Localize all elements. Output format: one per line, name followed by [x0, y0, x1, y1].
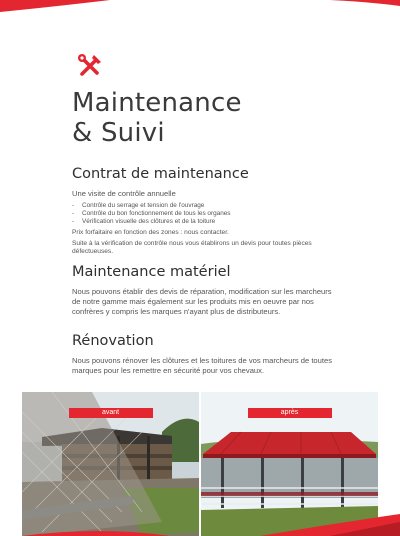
- list-item: - Contrôle du bon fonctionnement de tous les organes: [72, 210, 342, 218]
- section-materiel: [72, 263, 342, 317]
- page-title: [72, 88, 372, 148]
- before-label: avant: [69, 408, 153, 418]
- contrat-price-note: Prix forfaitaire en fonction des zones : nous contacter.: [72, 229, 229, 237]
- contrat-followup: Suite à la vérification de contrôle nous vous établirons un devis pour toutes pièces défectueuses.: [72, 239, 312, 256]
- before-after-photos: [22, 392, 378, 536]
- renovation-heading: Rénovation: [72, 333, 154, 349]
- top-accent-stripe: [0, 0, 400, 14]
- tools-icon: [76, 52, 104, 80]
- title-line-1: Maintenance: [72, 88, 242, 118]
- photo-before: [22, 392, 199, 536]
- after-label: après: [248, 408, 332, 418]
- section-contrat: [72, 165, 342, 259]
- contrat-heading: Contrat de maintenance: [72, 166, 249, 182]
- renovation-body: Nous pouvons rénover les clôtures et les toitures de vos marcheurs de toutes marques pour les remettre en sécurité pour vos chevaux.: [72, 356, 333, 375]
- materiel-body: Nous pouvons établir des devis de réparation, modification sur les marcheurs de notre gamme mais également sur les produits mis en oeuvre par nos confrères y compris les marques n'ayant plus de distributeurs.: [72, 287, 332, 316]
- title-line-2: & Suivi: [72, 118, 165, 148]
- section-renovation: [72, 332, 342, 376]
- list-item: - Vérification visuelle des clôtures et de la toiture: [72, 218, 342, 226]
- list-item: - Contrôle du serrage et tension de l'ouvrage: [72, 202, 342, 210]
- contrat-intro: Une visite de contrôle annuelle: [72, 189, 176, 198]
- photo-after: [201, 392, 378, 536]
- materiel-heading: Maintenance matériel: [72, 264, 231, 280]
- contrat-checklist: [72, 202, 342, 227]
